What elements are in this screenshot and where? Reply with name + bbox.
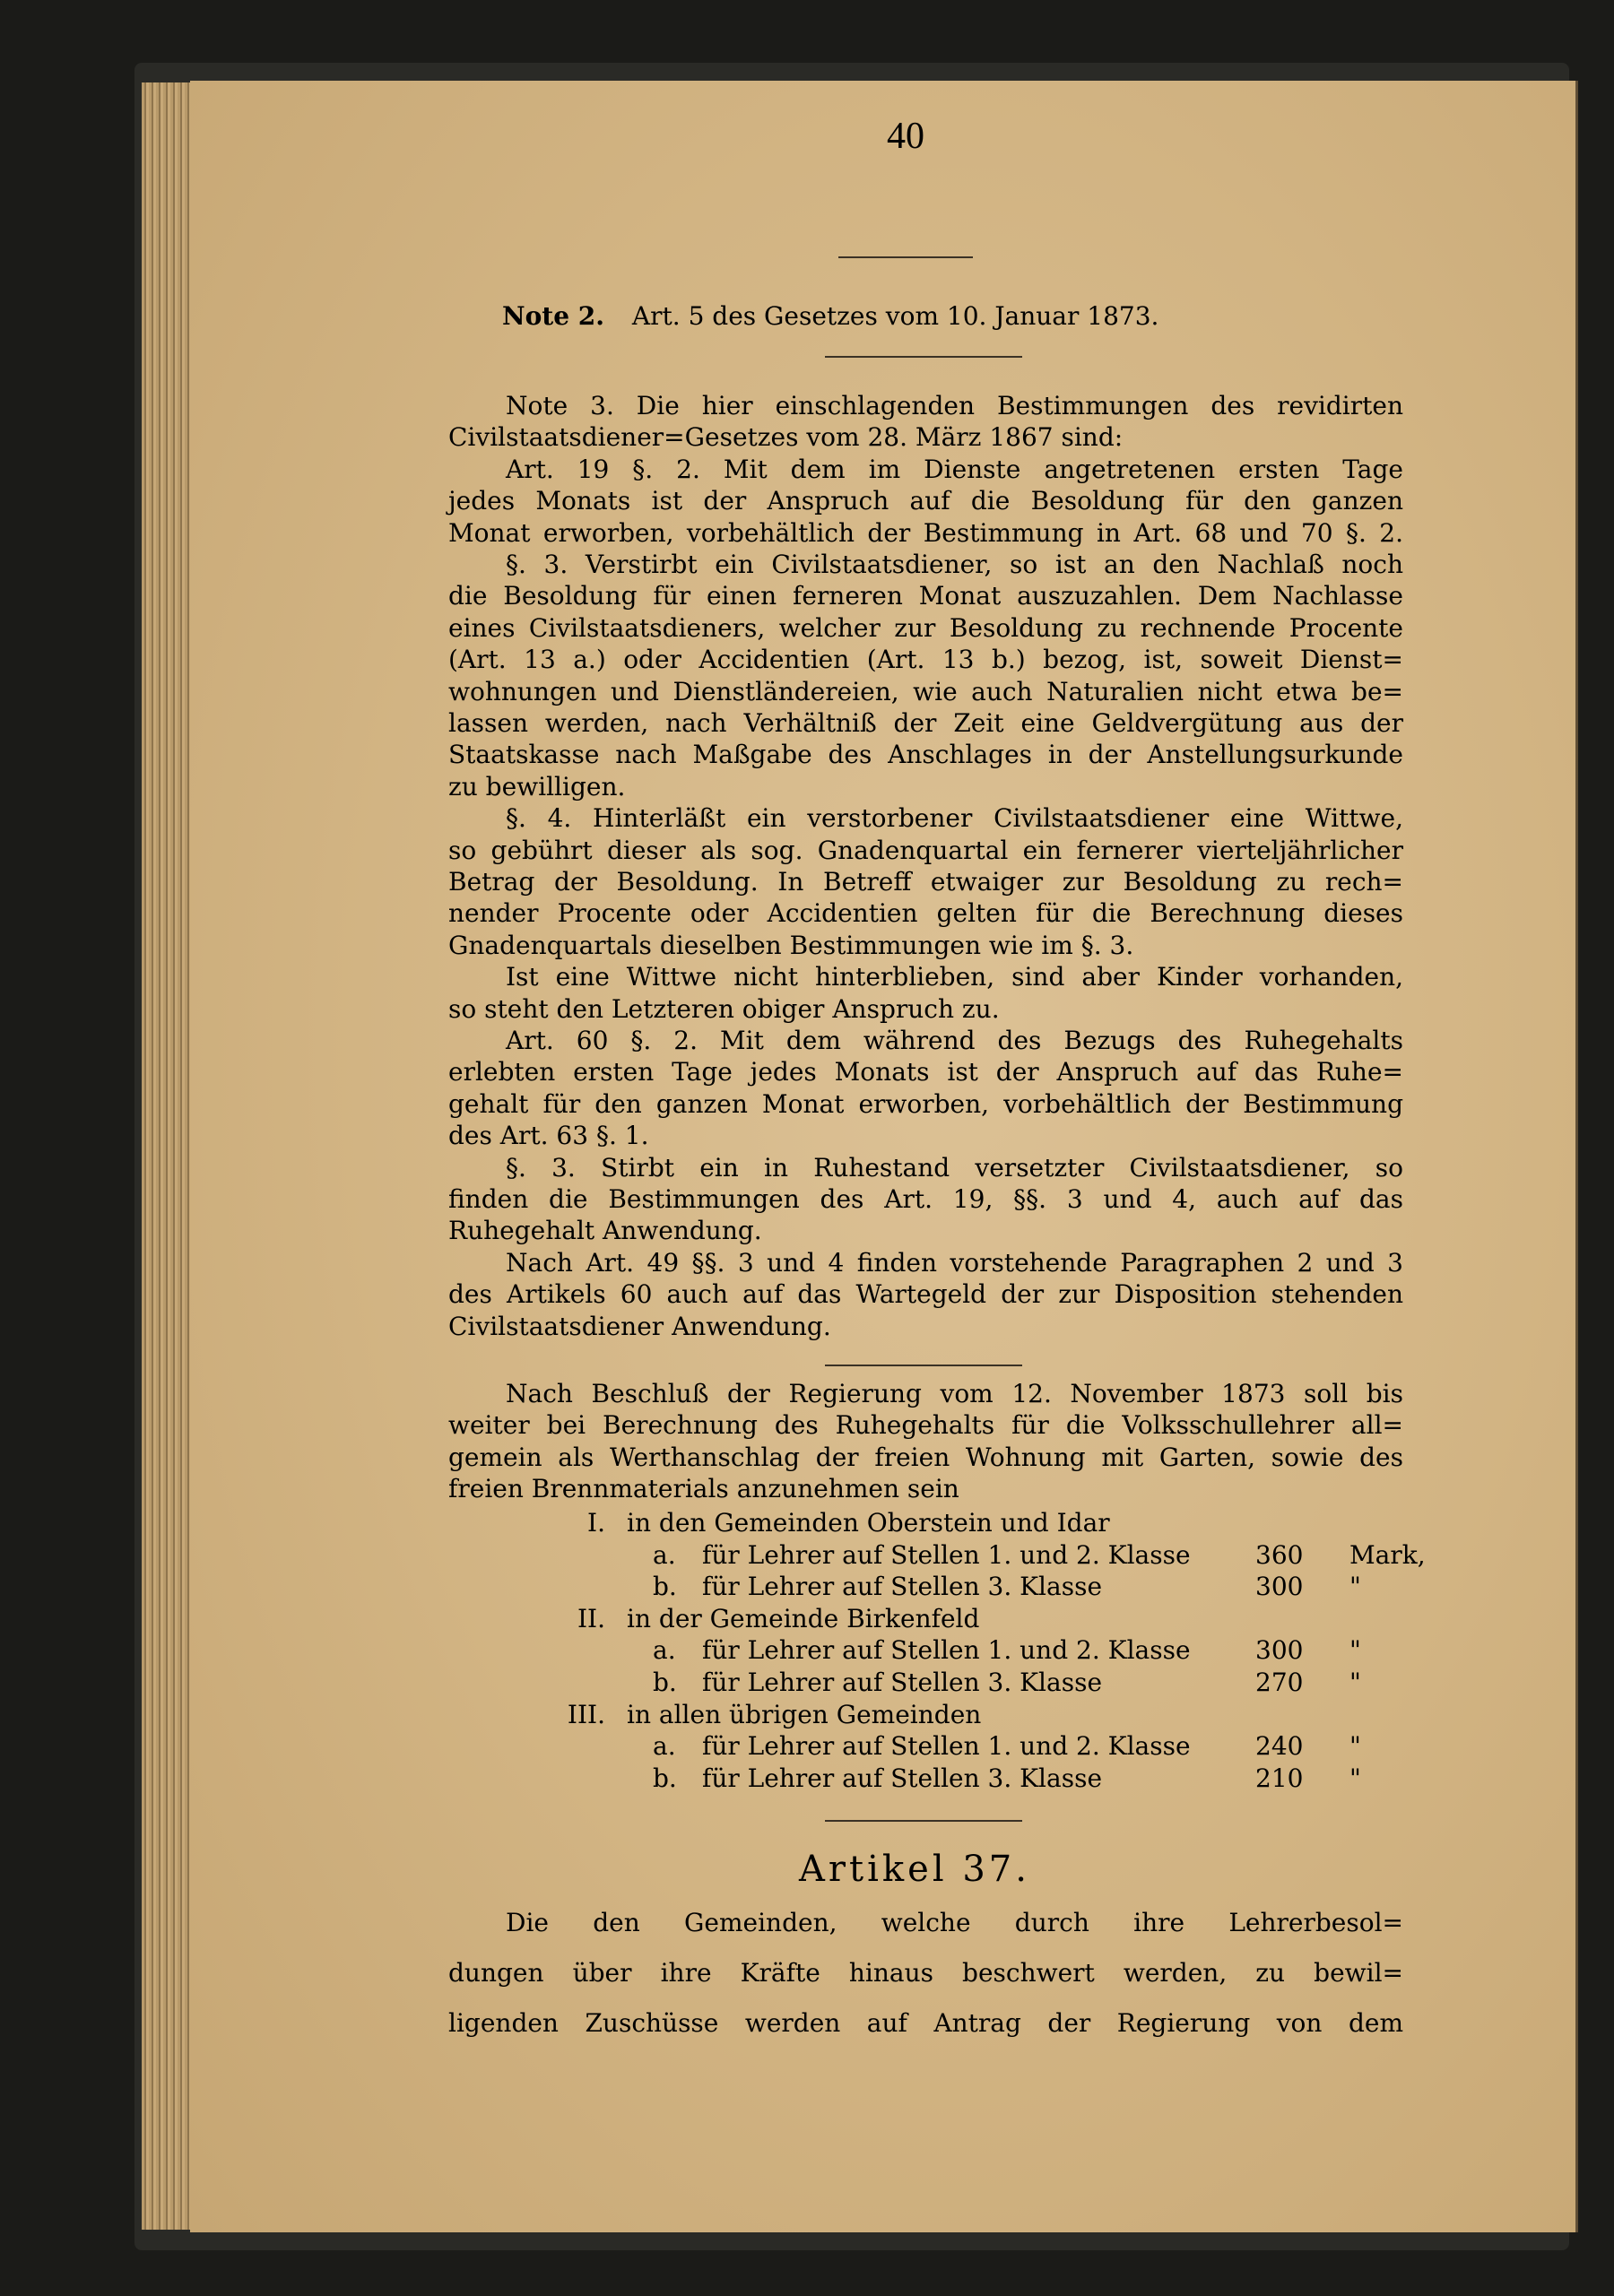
schedule-item-letter: b. [653,1668,677,1697]
note-3-line: §. 3. Stirbt ein in Ruhestand versetzter Civilstaatsdiener, so [506,1152,1403,1183]
note-3-line: Note 3. Die hier einschlagenden Bestimmungen des revidirten [506,391,1403,420]
schedule-item-letter: a. [653,1635,676,1666]
page-edges [142,82,195,2230]
note-3-line: jedes Monats ist der Anspruch auf die Besoldung für den ganzen [448,486,1403,516]
schedule-item-letter: b. [653,1763,677,1793]
note-3-line: so steht den Letzteren obiger Anspruch zu. [448,993,1000,1024]
schedule-item-amount: 300 [1255,1572,1304,1602]
note-3-line: §. 4. Hinterläßt ein verstorbener Civilstaatsdiener eine Wittwe, [506,803,1403,834]
note-3-line: Gnadenquartals dieselben Bestimmungen wie im §. 3. [448,930,1134,960]
note-3-line: erlebten ersten Tage jedes Monats ist der Anspruch auf das Ruhe= [448,1057,1403,1087]
schedule-item-text: für Lehrer auf Stellen 3. Klasse [702,1572,1103,1602]
schedule-item-amount: 360 [1255,1539,1304,1570]
note-3-line: Art. 60 §. 2. Mit dem während des Bezugs des Ruhegehalts [506,1026,1403,1055]
schedule-item-letter: a. [653,1539,676,1570]
schedule-item-text: für Lehrer auf Stellen 1. und 2. Klasse [702,1635,1191,1666]
resolution-line: gemein als Werthanschlag der freien Wohnung mit Garten, sowie des [448,1442,1403,1472]
note-3-line: Civilstaatsdiener Anwendung. [448,1311,831,1341]
schedule-group [502,1508,1110,1538]
schedule-item-text: für Lehrer auf Stellen 1. und 2. Klasse [702,1731,1191,1762]
resolution-line: weiter bei Berechnung des Ruhegehalts für die Volksschullehrer all= [448,1410,1403,1441]
note-3-line: Nach Art. 49 §§. 3 und 4 finden vorstehende Paragraphen 2 und 3 [506,1247,1403,1278]
note-3-line: zu bewilligen. [448,771,626,801]
note-3-line: Art. 19 §. 2. Mit dem im Dienste angetretenen ersten Tage [506,454,1403,484]
resolution-line: Nach Beschluß der Regierung vom 12. November 1873 soll bis [506,1379,1403,1408]
rule-after-note-3 [825,1365,1022,1366]
note-3-line: wohnungen und Dienstländereien, wie auch Naturalien nicht etwa be= [448,676,1403,706]
schedule-item-amount: 270 [1255,1668,1304,1697]
schedule-item-amount: 240 [1255,1731,1304,1762]
note-3-line: Monat erworben, vorbehältlich der Bestimmung in Art. 68 und 70 §. 2. [448,517,1403,548]
page-number: 40 [887,116,924,157]
note-3-line: eines Civilstaatsdieners, welcher zur Besoldung zu rechnende Procente [448,612,1403,643]
schedule-group-number: III. [567,1699,605,1729]
note-3-line: gehalt für den ganzen Monat erworben, vorbehältlich der Bestimmung [448,1088,1403,1119]
article-37-line: dungen über ihre Kräfte hinaus beschwert werden, zu bewil= [448,1958,1403,1988]
article-37-line: Die den Gemeinden, welche durch ihre Lehrerbesol= [506,1908,1403,1937]
article-37-line: ligenden Zuschüsse werden auf Antrag der Regierung von dem [448,2008,1403,2038]
rule-before-article [825,1820,1022,1822]
note-3-line: finden die Bestimmungen des Art. 19, §§. 3 und 4, auch auf das [448,1184,1403,1214]
schedule-group [502,1604,979,1633]
note-3-line: Staatskasse nach Maßgabe des Anschlages in der Anstellungsurkunde [448,740,1403,770]
schedule-item-text: für Lehrer auf Stellen 1. und 2. Klasse [702,1539,1191,1570]
schedule-group-place: in allen übrigen Gemeinden [627,1699,982,1729]
schedule-item-letter: a. [653,1731,676,1762]
schedule-item-letter: b. [653,1572,677,1602]
rule-after-note-2 [825,356,1022,358]
schedule-item-amount: 300 [1255,1635,1304,1666]
schedule-item-unit: " [1349,1731,1361,1762]
note-3-line: des Art. 63 §. 1. [448,1121,649,1151]
note-3-line: (Art. 13 a.) oder Accidentien (Art. 13 b.) bezog, ist, soweit Dienst= [448,645,1403,675]
schedule-group-number: II. [577,1603,605,1633]
schedule-group-number: I. [587,1508,605,1538]
schedule-group-place: in der Gemeinde Birkenfeld [627,1603,980,1633]
schedule-item-unit: " [1349,1635,1361,1666]
note-3-line: Betrag der Besoldung. In Betreff etwaiger zur Besoldung zu rech= [448,867,1403,897]
note-3-line: nender Procente oder Accidentien gelten für die Berechnung dieses [448,898,1403,929]
note-3-line: des Artikels 60 auch auf das Wartegeld der zur Disposition stehenden [448,1279,1403,1310]
schedule-group-place: in den Gemeinden Oberstein und Idar [627,1508,1110,1538]
schedule-item-unit: " [1349,1763,1361,1793]
note-3-line: Ist eine Wittwe nicht hinterblieben, sind aber Kinder vorhanden, [506,962,1403,992]
schedule-item-unit: " [1349,1572,1361,1602]
note-3-line: lassen werden, nach Verhältniß der Zeit eine Geldvergütung aus der [448,708,1403,738]
schedule-item-unit: Mark, [1349,1539,1426,1570]
note-3-line: §. 3. Verstirbt ein Civilstaatsdiener, so ist an den Nachlaß noch [506,550,1403,579]
schedule-item-text: für Lehrer auf Stellen 3. Klasse [702,1763,1103,1793]
schedule-item-text: für Lehrer auf Stellen 3. Klasse [702,1668,1103,1697]
note-2-label: Note 2. [502,301,604,331]
schedule-item-unit: " [1349,1668,1361,1697]
resolution-line: freien Brennmaterials anzunehmen sein [448,1474,959,1504]
note-3-line: die Besoldung für einen ferneren Monat auszuzahlen. Dem Nachlasse [448,581,1403,611]
schedule-group [502,1700,981,1729]
note-3-line: so gebührt dieser als sog. Gnadenquartal ein fernerer vierteljährlicher [448,835,1403,865]
note-2-text: Art. 5 des Gesetzes vom 10. Januar 1873. [631,301,1159,331]
schedule-item-amount: 210 [1255,1763,1304,1793]
rule-under-page-number [838,256,973,258]
note-3-line: Ruhegehalt Anwendung. [448,1216,762,1246]
article-title: Artikel 37. [799,1849,1030,1890]
note-3-line: Civilstaatsdiener=Gesetzes vom 28. März 1867 sind: [448,422,1124,453]
